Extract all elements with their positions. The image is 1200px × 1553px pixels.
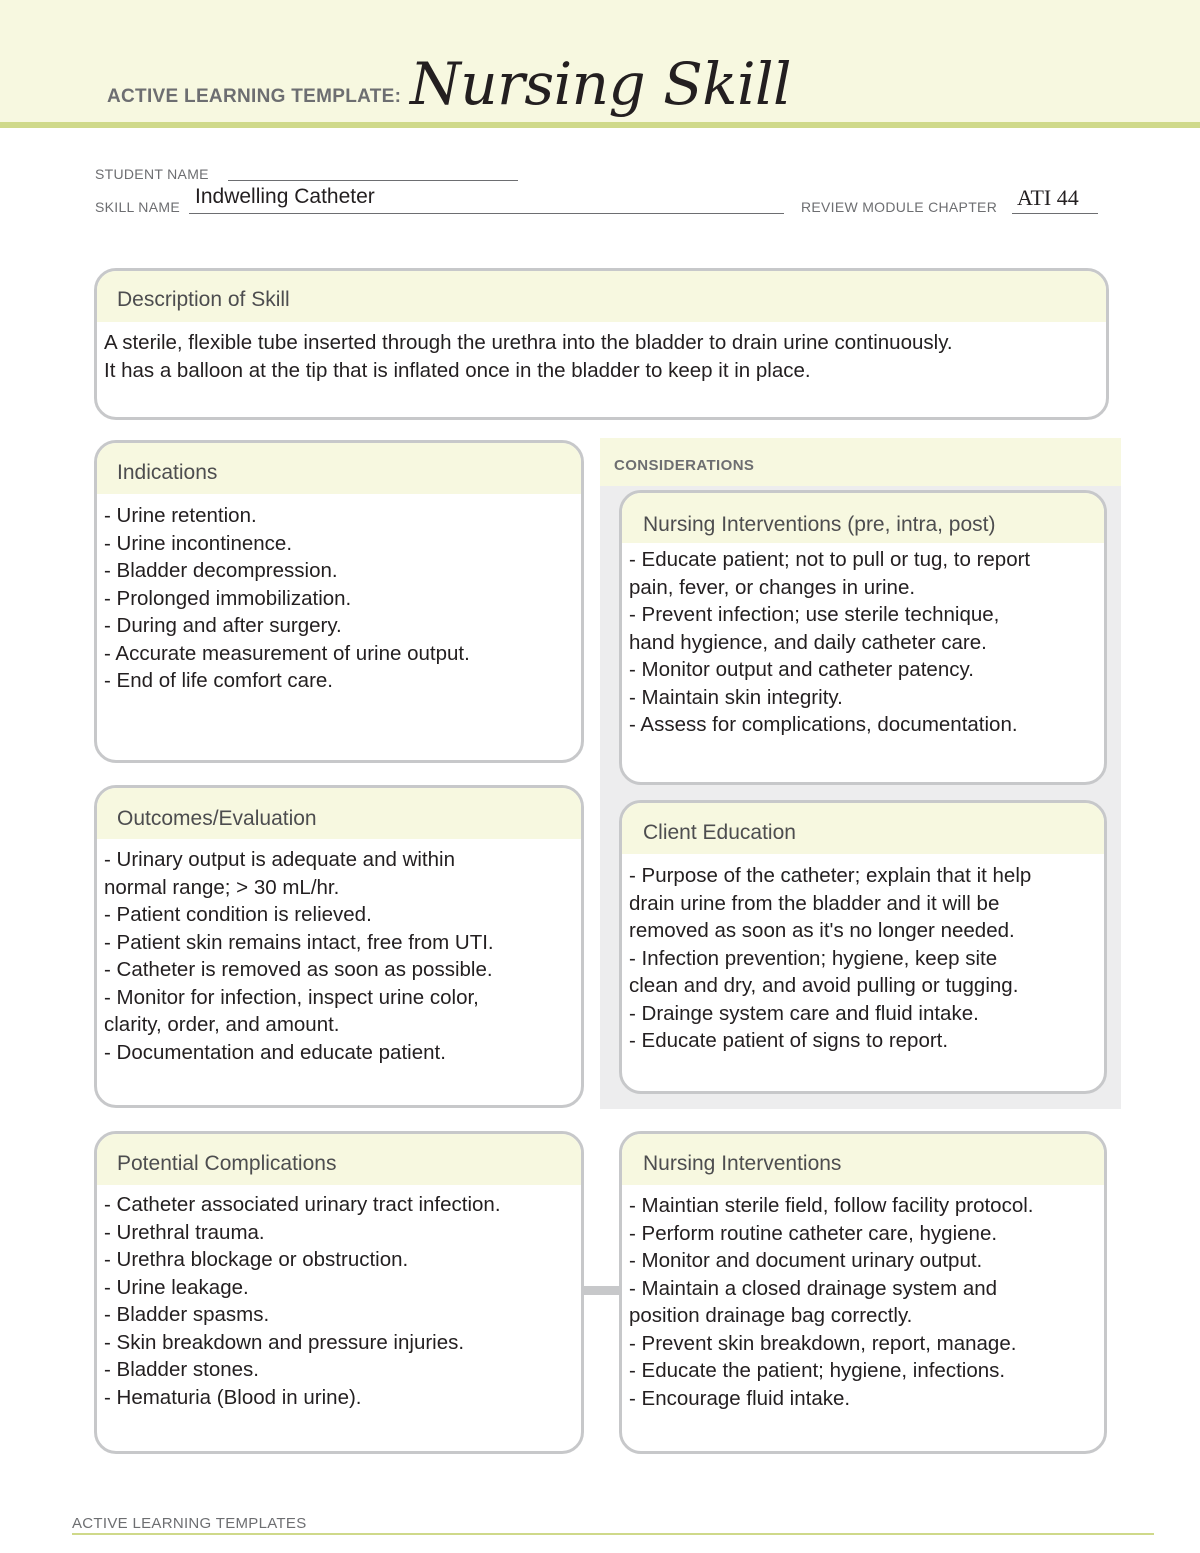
description-title: Description of Skill bbox=[97, 271, 1106, 322]
client-education-text[interactable]: - Purpose of the catheter; explain that it help drain urine from the bladder and it will be removed as soon as it's no longer needed. - Infection prevention; hygiene, keep site clean and dry, and avoid pulling or tugging. - Drainge system care and fluid intake. - Educate patient of signs to report. bbox=[629, 864, 1032, 1052]
template-label: ACTIVE LEARNING TEMPLATE: bbox=[107, 86, 402, 107]
connector-bar bbox=[583, 1286, 621, 1295]
client-education-box bbox=[619, 800, 1107, 1094]
complications-title: Potential Complications bbox=[97, 1134, 581, 1185]
outcomes-box bbox=[94, 785, 584, 1108]
outcomes-title: Outcomes/Evaluation bbox=[97, 788, 581, 839]
review-module-value[interactable]: ATI 44 bbox=[1017, 185, 1079, 210]
footer-rule bbox=[72, 1533, 1154, 1535]
considerations-title: CONSIDERATIONS bbox=[600, 438, 1121, 486]
indications-text[interactable]: - Urine retention. - Urine incontinence. - Bladder decompression. - Prolonged immobilization. - During and after surgery. - Accurate measurement of urine output. - End of life comfort care. bbox=[104, 504, 470, 692]
nursing-interventions-title: Nursing Interventions bbox=[622, 1134, 1104, 1185]
complications-text[interactable]: - Catheter associated urinary tract infection. - Urethral trauma. - Urethra blockage or obstruction. - Urine leakage. - Bladder spasms. - Skin breakdown and pressure injuries. - Bladder stones. - Hematuria (Blood in urine). bbox=[104, 1193, 501, 1409]
indications-title: Indications bbox=[97, 443, 581, 494]
nursing-interventions-pip-title: Nursing Interventions (pre, intra, post) bbox=[622, 493, 1104, 543]
review-module-label: REVIEW MODULE CHAPTER bbox=[801, 199, 998, 215]
student-name-label: STUDENT NAME bbox=[95, 166, 209, 182]
complications-box bbox=[94, 1131, 584, 1454]
template-title: Nursing Skill bbox=[410, 50, 792, 118]
nursing-interventions-box bbox=[619, 1131, 1107, 1454]
description-text[interactable]: A sterile, flexible tube inserted through the urethra into the bladder to drain urine continuously. It has a balloon at the tip that is inflated once in the bladder to keep it in place. bbox=[104, 331, 953, 382]
nursing-interventions-pip-text[interactable]: - Educate patient; not to pull or tug, to report pain, fever, or changes in urine. - Prevent infection; use sterile technique, hand hygience, and daily catheter care. - Monitor output and catheter patency. - Maintain skin integrity. - Assess for complications, documentation. bbox=[629, 548, 1031, 736]
skill-name-line bbox=[189, 213, 784, 214]
student-name-line bbox=[228, 180, 518, 181]
outcomes-text[interactable]: - Urinary output is adequate and within normal range; > 30 mL/hr. - Patient condition is relieved. - Patient skin remains intact, free from UTI. - Catheter is removed as soon as possible. - Monitor for infection, inspect urine color, clarity, order, and amount. - Documentation and educate patient. bbox=[104, 848, 494, 1064]
skill-name-value[interactable]: Indwelling Catheter bbox=[195, 185, 375, 208]
client-education-title: Client Education bbox=[622, 803, 1104, 854]
nursing-interventions-text[interactable]: - Maintian sterile field, follow facility protocol. - Perform routine catheter care, hygiene. - Monitor and document urinary output. - Maintain a closed drainage system and position drainage bag correctly. - Prevent skin breakdown, report, manage. - Educate the patient; hygiene, infections. - Encourage fluid intake. bbox=[629, 1194, 1034, 1410]
footer-label: ACTIVE LEARNING TEMPLATES bbox=[72, 1515, 307, 1532]
indications-box bbox=[94, 440, 584, 763]
review-module-line bbox=[1012, 213, 1098, 214]
description-box bbox=[94, 268, 1109, 420]
skill-name-label: SKILL NAME bbox=[95, 199, 180, 215]
nursing-interventions-pip-box bbox=[619, 490, 1107, 785]
header-rule bbox=[0, 122, 1200, 128]
